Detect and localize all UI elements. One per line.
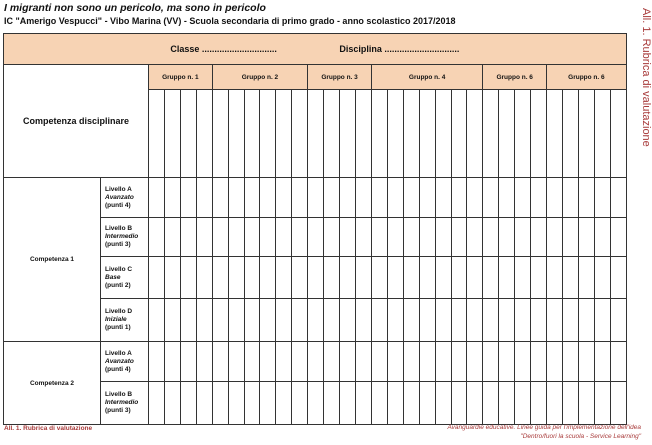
student-name-cell[interactable] [244, 90, 260, 178]
score-cell[interactable] [149, 342, 165, 382]
score-cell[interactable] [435, 382, 451, 425]
score-cell[interactable] [308, 218, 324, 257]
student-name-cell[interactable] [196, 90, 212, 178]
student-name-cell[interactable] [610, 90, 626, 178]
score-cell[interactable] [419, 178, 435, 218]
score-cell[interactable] [387, 178, 403, 218]
level-desc: Intermedio [105, 233, 139, 240]
level-name: Livello B [105, 391, 133, 398]
score-cell[interactable] [292, 257, 308, 299]
group-header: Gruppo n. 1 [149, 65, 213, 90]
score-cell[interactable] [276, 342, 292, 382]
side-label: All. 1. Rubrica di valutazione [640, 8, 652, 147]
student-name-cell[interactable] [467, 90, 483, 178]
student-name-cell[interactable] [228, 90, 244, 178]
score-cell[interactable] [244, 218, 260, 257]
score-cell[interactable] [435, 218, 451, 257]
score-cell[interactable] [483, 342, 499, 382]
score-cell[interactable] [260, 382, 276, 425]
score-cell[interactable] [594, 178, 610, 218]
score-cell[interactable] [594, 382, 610, 425]
score-cell[interactable] [467, 178, 483, 218]
student-name-cell[interactable] [292, 90, 308, 178]
level-desc: Base [105, 273, 121, 281]
score-cell[interactable] [196, 178, 212, 218]
score-cell[interactable] [371, 218, 387, 257]
score-cell[interactable] [308, 257, 324, 299]
score-cell[interactable] [276, 218, 292, 257]
score-cell[interactable] [515, 218, 531, 257]
score-cell[interactable] [594, 257, 610, 299]
score-cell[interactable] [371, 382, 387, 425]
score-cell[interactable] [578, 342, 594, 382]
score-cell[interactable] [483, 178, 499, 218]
score-cell[interactable] [228, 218, 244, 257]
competenza-cell: Competenza 1 [4, 178, 101, 342]
score-cell[interactable] [196, 342, 212, 382]
score-cell[interactable] [371, 257, 387, 299]
group-header: Gruppo n. 6 [547, 65, 627, 90]
score-cell[interactable] [562, 342, 578, 382]
score-cell[interactable] [292, 299, 308, 342]
score-cell[interactable] [419, 382, 435, 425]
student-name-cell[interactable] [149, 90, 165, 178]
score-cell[interactable] [547, 178, 563, 218]
score-cell[interactable] [260, 342, 276, 382]
score-cell[interactable] [578, 218, 594, 257]
student-name-cell[interactable] [403, 90, 419, 178]
score-cell[interactable] [180, 257, 196, 299]
student-name-cell[interactable] [562, 90, 578, 178]
score-cell[interactable] [483, 382, 499, 425]
score-cell[interactable] [196, 382, 212, 425]
score-cell[interactable] [547, 257, 563, 299]
level-name: Livello A [105, 349, 132, 357]
score-cell[interactable] [260, 178, 276, 218]
student-name-cell[interactable] [371, 90, 387, 178]
score-cell[interactable] [610, 299, 626, 342]
score-cell[interactable] [499, 299, 515, 342]
score-cell[interactable] [196, 257, 212, 299]
score-cell[interactable] [451, 299, 467, 342]
score-cell[interactable] [212, 342, 228, 382]
score-cell[interactable] [292, 218, 308, 257]
group-header: Gruppo n. 4 [371, 65, 482, 90]
table-row [4, 178, 627, 218]
level-name: Livello A [105, 185, 132, 193]
footer-right-line1: Avanguardie educative. Linee guida per l'implementazione dell'idea [447, 424, 641, 431]
score-cell[interactable] [610, 342, 626, 382]
student-name-cell[interactable] [260, 90, 276, 178]
score-cell[interactable] [180, 299, 196, 342]
score-cell[interactable] [467, 218, 483, 257]
level-desc: Intermedio [105, 399, 139, 406]
score-cell[interactable] [483, 218, 499, 257]
score-cell[interactable] [228, 342, 244, 382]
group-header: Gruppo n. 6 [483, 65, 547, 90]
score-cell[interactable] [355, 299, 371, 342]
score-cell[interactable] [610, 178, 626, 218]
score-cell[interactable] [324, 299, 340, 342]
score-cell[interactable] [499, 257, 515, 299]
score-cell[interactable] [292, 342, 308, 382]
score-cell[interactable] [515, 299, 531, 342]
score-cell[interactable] [451, 178, 467, 218]
score-cell[interactable] [340, 382, 356, 425]
score-cell[interactable] [531, 178, 547, 218]
score-cell[interactable] [499, 218, 515, 257]
score-cell[interactable] [499, 382, 515, 425]
document-subtitle: IC "Amerigo Vespucci" - Vibo Marina (VV) - Scuola secondaria di primo grado - anno scolastico 2017/2018 [4, 16, 456, 26]
score-cell[interactable] [435, 178, 451, 218]
score-cell[interactable] [308, 178, 324, 218]
score-cell[interactable] [451, 342, 467, 382]
score-cell[interactable] [164, 218, 180, 257]
student-name-cell[interactable] [483, 90, 499, 178]
score-cell[interactable] [292, 178, 308, 218]
score-cell[interactable] [228, 257, 244, 299]
score-cell[interactable] [403, 257, 419, 299]
score-cell[interactable] [467, 342, 483, 382]
score-cell[interactable] [164, 382, 180, 425]
footer-left: All. 1. Rubrica di valutazione [4, 425, 93, 432]
student-name-cell[interactable] [435, 90, 451, 178]
score-cell[interactable] [467, 257, 483, 299]
classe-label: Classe .............................. [170, 44, 277, 54]
score-cell[interactable] [244, 382, 260, 425]
score-cell[interactable] [149, 257, 165, 299]
score-cell[interactable] [610, 257, 626, 299]
level-desc: Avanzato [105, 357, 134, 365]
score-cell[interactable] [212, 382, 228, 425]
classe-disciplina-header [4, 34, 627, 65]
score-cell[interactable] [149, 382, 165, 425]
score-cell[interactable] [276, 382, 292, 425]
score-cell[interactable] [387, 218, 403, 257]
score-cell[interactable] [164, 257, 180, 299]
score-cell[interactable] [547, 299, 563, 342]
score-cell[interactable] [578, 299, 594, 342]
level-points: (punti 3) [105, 407, 131, 414]
score-cell[interactable] [594, 218, 610, 257]
score-cell[interactable] [228, 178, 244, 218]
score-cell[interactable] [180, 218, 196, 257]
competenza-cell: Competenza 2 [4, 342, 101, 425]
level-cell [101, 257, 149, 299]
score-cell[interactable] [451, 257, 467, 299]
student-name-cell[interactable] [308, 90, 324, 178]
score-cell[interactable] [531, 342, 547, 382]
score-cell[interactable] [292, 382, 308, 425]
score-cell[interactable] [308, 299, 324, 342]
score-cell[interactable] [403, 218, 419, 257]
score-cell[interactable] [149, 218, 165, 257]
score-cell[interactable] [435, 257, 451, 299]
student-name-cell[interactable] [578, 90, 594, 178]
score-cell[interactable] [451, 382, 467, 425]
score-cell[interactable] [467, 299, 483, 342]
score-cell[interactable] [355, 257, 371, 299]
score-cell[interactable] [562, 218, 578, 257]
score-cell[interactable] [387, 342, 403, 382]
level-points: (punti 4) [105, 201, 131, 209]
score-cell[interactable] [531, 299, 547, 342]
student-name-cell[interactable] [212, 90, 228, 178]
level-name: Livello C [105, 265, 133, 273]
footer-right [380, 423, 641, 441]
score-cell[interactable] [403, 178, 419, 218]
disciplina-label: Disciplina .............................. [339, 44, 460, 54]
score-cell[interactable] [387, 382, 403, 425]
score-cell[interactable] [467, 382, 483, 425]
score-cell[interactable] [483, 257, 499, 299]
score-cell[interactable] [355, 342, 371, 382]
student-name-cell[interactable] [531, 90, 547, 178]
score-cell[interactable] [499, 342, 515, 382]
score-cell[interactable] [371, 342, 387, 382]
score-cell[interactable] [483, 299, 499, 342]
level-name: Livello B [105, 225, 133, 232]
student-name-cell[interactable] [594, 90, 610, 178]
student-name-cell[interactable] [164, 90, 180, 178]
score-cell[interactable] [260, 299, 276, 342]
student-name-cell[interactable] [340, 90, 356, 178]
level-points: (punti 3) [105, 241, 131, 248]
student-name-cell[interactable] [451, 90, 467, 178]
score-cell[interactable] [419, 257, 435, 299]
score-cell[interactable] [355, 218, 371, 257]
level-cell [101, 342, 149, 382]
level-cell [101, 299, 149, 342]
score-cell[interactable] [562, 257, 578, 299]
score-cell[interactable] [419, 342, 435, 382]
score-cell[interactable] [340, 299, 356, 342]
score-cell[interactable] [228, 382, 244, 425]
score-cell[interactable] [276, 299, 292, 342]
score-cell[interactable] [340, 342, 356, 382]
score-cell[interactable] [419, 299, 435, 342]
score-cell[interactable] [515, 382, 531, 425]
score-cell[interactable] [578, 382, 594, 425]
score-cell[interactable] [164, 299, 180, 342]
level-desc: Iniziale [105, 316, 127, 323]
score-cell[interactable] [547, 342, 563, 382]
group-header: Gruppo n. 3 [308, 65, 372, 90]
score-cell[interactable] [531, 257, 547, 299]
score-cell[interactable] [610, 218, 626, 257]
score-cell[interactable] [562, 382, 578, 425]
score-cell[interactable] [244, 178, 260, 218]
score-cell[interactable] [387, 257, 403, 299]
score-cell[interactable] [499, 178, 515, 218]
score-cell[interactable] [149, 299, 165, 342]
score-cell[interactable] [371, 178, 387, 218]
score-cell[interactable] [149, 178, 165, 218]
level-cell [101, 382, 149, 425]
score-cell[interactable] [355, 382, 371, 425]
score-cell[interactable] [371, 299, 387, 342]
level-cell [101, 178, 149, 218]
score-cell[interactable] [228, 299, 244, 342]
score-cell[interactable] [244, 257, 260, 299]
score-cell[interactable] [355, 178, 371, 218]
student-name-cell[interactable] [419, 90, 435, 178]
score-cell[interactable] [180, 382, 196, 425]
score-cell[interactable] [212, 218, 228, 257]
student-name-cell[interactable] [547, 90, 563, 178]
score-cell[interactable] [594, 299, 610, 342]
score-cell[interactable] [387, 299, 403, 342]
score-cell[interactable] [180, 342, 196, 382]
document-title: I migranti non sono un pericolo, ma sono in pericolo [4, 2, 266, 14]
score-cell[interactable] [435, 299, 451, 342]
score-cell[interactable] [164, 342, 180, 382]
score-cell[interactable] [403, 342, 419, 382]
score-cell[interactable] [403, 382, 419, 425]
score-cell[interactable] [515, 178, 531, 218]
score-cell[interactable] [515, 342, 531, 382]
score-cell[interactable] [340, 257, 356, 299]
score-cell[interactable] [340, 218, 356, 257]
score-cell[interactable] [610, 382, 626, 425]
score-cell[interactable] [212, 299, 228, 342]
score-cell[interactable] [308, 382, 324, 425]
score-cell[interactable] [260, 257, 276, 299]
student-name-cell[interactable] [355, 90, 371, 178]
score-cell[interactable] [324, 218, 340, 257]
score-cell[interactable] [212, 178, 228, 218]
score-cell[interactable] [324, 382, 340, 425]
score-cell[interactable] [244, 299, 260, 342]
student-name-cell[interactable] [180, 90, 196, 178]
score-cell[interactable] [196, 299, 212, 342]
score-cell[interactable] [562, 299, 578, 342]
rubric-table [3, 33, 627, 425]
student-name-cell[interactable] [324, 90, 340, 178]
group-header: Gruppo n. 2 [212, 65, 308, 90]
table-row [4, 342, 627, 382]
level-points: (punti 2) [105, 281, 131, 289]
student-name-cell[interactable] [276, 90, 292, 178]
score-cell[interactable] [515, 257, 531, 299]
score-cell[interactable] [308, 342, 324, 382]
score-cell[interactable] [419, 218, 435, 257]
score-cell[interactable] [276, 178, 292, 218]
level-cell [101, 218, 149, 257]
level-points: (punti 1) [105, 324, 131, 331]
level-name: Livello D [105, 308, 133, 315]
student-name-cell[interactable] [515, 90, 531, 178]
competenza-header: Competenza disciplinare [4, 65, 149, 178]
score-cell[interactable] [260, 218, 276, 257]
score-cell[interactable] [562, 178, 578, 218]
score-cell[interactable] [324, 342, 340, 382]
level-desc: Avanzato [105, 193, 134, 201]
score-cell[interactable] [212, 257, 228, 299]
score-cell[interactable] [594, 342, 610, 382]
score-cell[interactable] [403, 299, 419, 342]
score-cell[interactable] [578, 257, 594, 299]
score-cell[interactable] [244, 342, 260, 382]
score-cell[interactable] [531, 382, 547, 425]
score-cell[interactable] [340, 178, 356, 218]
level-points: (punti 4) [105, 365, 131, 373]
score-cell[interactable] [180, 178, 196, 218]
score-cell[interactable] [547, 218, 563, 257]
score-cell[interactable] [324, 257, 340, 299]
score-cell[interactable] [164, 178, 180, 218]
score-cell[interactable] [324, 178, 340, 218]
score-cell[interactable] [276, 257, 292, 299]
score-cell[interactable] [435, 342, 451, 382]
footer-right-line2: "Dentro/fuori la scuola - Service Learning" [520, 433, 641, 440]
score-cell[interactable] [451, 218, 467, 257]
student-name-cell[interactable] [387, 90, 403, 178]
score-cell[interactable] [547, 382, 563, 425]
student-name-cell[interactable] [499, 90, 515, 178]
score-cell[interactable] [531, 218, 547, 257]
score-cell[interactable] [196, 218, 212, 257]
score-cell[interactable] [578, 178, 594, 218]
